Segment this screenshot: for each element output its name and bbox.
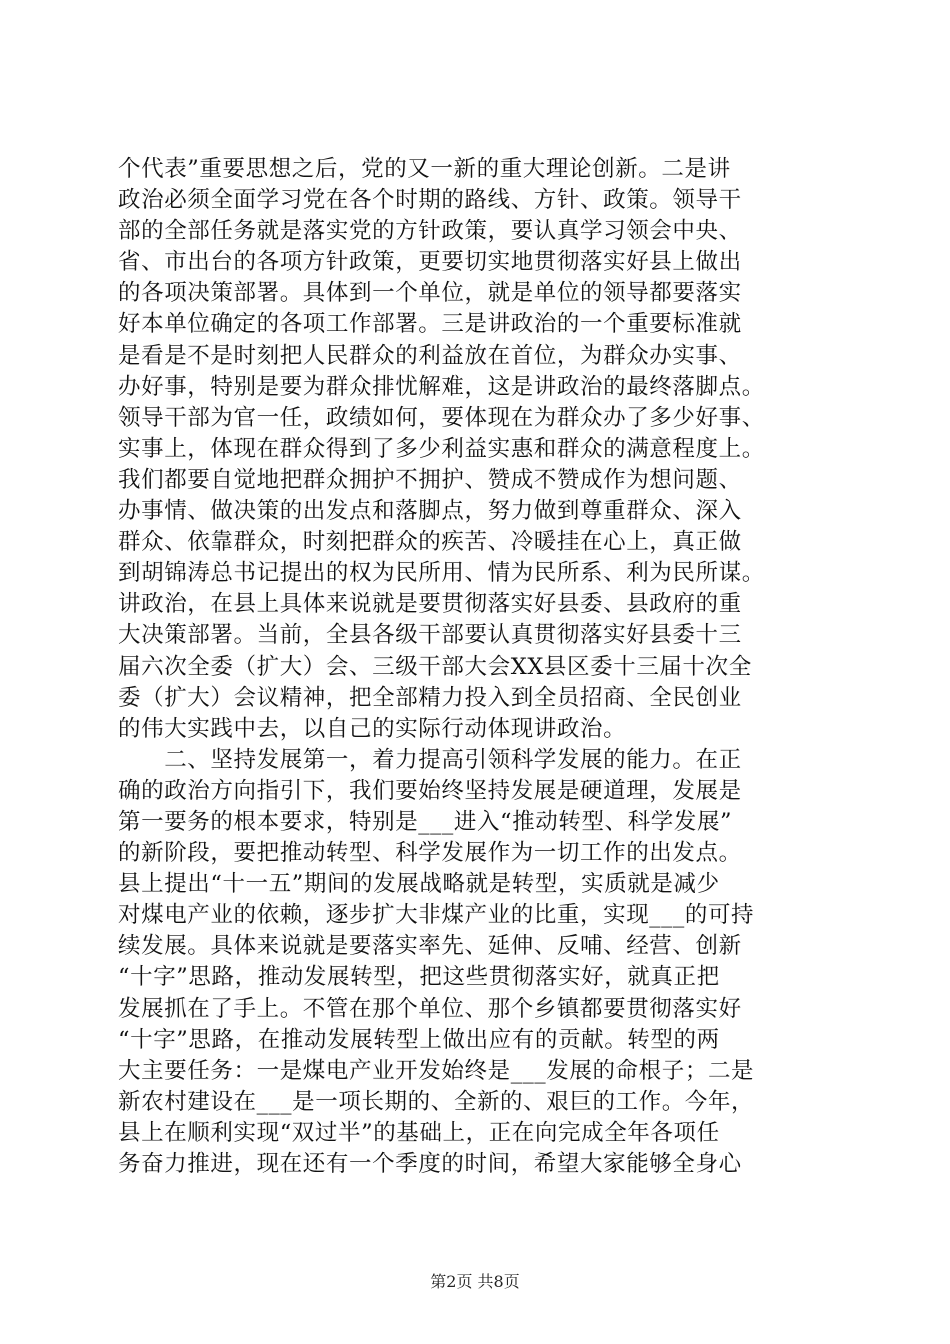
text-line: 的伟大实践中去，以自己的实际行动体现讲政治。 — [118, 715, 627, 742]
text-line: “十字”思路，在推动发展转型上做出应有的贡献。转型的两 — [118, 1026, 720, 1053]
text-line: 群众、依靠群众，时刻把群众的疾苦、冷暖挂在心上，真正做 — [118, 529, 742, 556]
text-line: 对煤电产业的依赖，逐步扩大非煤产业的比重，实现___的可持 — [118, 902, 755, 929]
text-line: 省、市出台的各项方针政策，更要切实地贯彻落实好县上做出 — [118, 249, 742, 276]
text-line: 第一要务的根本要求，特别是___进入“推动转型、科学发展” — [118, 808, 733, 835]
text-line: 县上在顺利实现“双过半”的基础上，正在向完成全年各项任 — [118, 1119, 720, 1146]
text-line: 确的政治方向指引下，我们要始终坚持发展是硬道理，发展是 — [118, 777, 742, 804]
text-line: 的各项决策部署。具体到一个单位，就是单位的领导都要落实 — [118, 280, 742, 307]
text-line: 届六次全委（扩大）会、三级干部大会XX县区委十三届十次全 — [118, 653, 752, 680]
text-line: 实事上，体现在群众得到了多少利益实惠和群众的满意程度上。 — [118, 435, 765, 462]
text-line: “十字”思路，推动发展转型，把这些贯彻落实好，就真正把 — [118, 964, 720, 991]
text-line: 政治必须全面学习党在各个时期的路线、方针、政策。领导干 — [118, 187, 742, 214]
text-line: 委（扩大）会议精神，把全部精力投入到全员招商、全民创业 — [118, 684, 742, 711]
page-number-footer: 第2页 共8页 — [430, 1272, 520, 1291]
text-line: 我们都要自觉地把群众拥护不拥护、赞成不赞成作为想问题、 — [118, 466, 742, 493]
text-line: 大主要任务：一是煤电产业开发始终是___发展的命根子；二是 — [118, 1057, 755, 1084]
text-line: 大决策部署。当前，全县各级干部要认真贯彻落实好县委十三 — [118, 622, 742, 649]
text-line: 办事情、做决策的出发点和落脚点，努力做到尊重群众、深入 — [118, 498, 742, 525]
text-line: 新农村建设在___是一项长期的、全新的、艰巨的工作。今年， — [118, 1088, 755, 1115]
text-line: 到胡锦涛总书记提出的权为民所用、情为民所系、利为民所谋。 — [118, 560, 765, 587]
text-line: 二、坚持发展第一，着力提高引领科学发展的能力。在正 — [118, 746, 742, 773]
text-line: 讲政治，在县上具体来说就是要贯彻落实好县委、县政府的重 — [118, 591, 742, 618]
text-line: 领导干部为官一任，政绩如何，要体现在为群众办了多少好事、 — [118, 404, 765, 431]
text-line: 好本单位确定的各项工作部署。三是讲政治的一个重要标准就 — [118, 311, 742, 338]
text-line: 办好事，特别是要为群众排忧解难，这是讲政治的最终落脚点。 — [118, 373, 765, 400]
text-line: 个代表”重要思想之后，党的又一新的重大理论创新。二是讲 — [118, 156, 731, 182]
text-line: 的新阶段，要把推动转型、科学发展作为一切工作的出发点。 — [118, 840, 742, 867]
text-line: 县上提出“十一五”期间的发展战略就是转型，实质就是减少 — [118, 871, 720, 898]
text-line: 续发展。具体来说就是要落实率先、延伸、反哺、经营、创新 — [118, 933, 742, 960]
text-line: 发展抓在了手上。不管在那个单位、那个乡镇都要贯彻落实好 — [118, 995, 742, 1022]
body-text — [118, 154, 858, 1180]
text-line: 是看是不是时刻把人民群众的利益放在首位，为群众办实事、 — [118, 342, 742, 369]
text-line: 务奋力推进，现在还有一个季度的时间，希望大家能够全身心 — [118, 1151, 742, 1177]
text-line: 部的全部任务就是落实党的方针政策，要认真学习领会中央、 — [118, 218, 742, 245]
